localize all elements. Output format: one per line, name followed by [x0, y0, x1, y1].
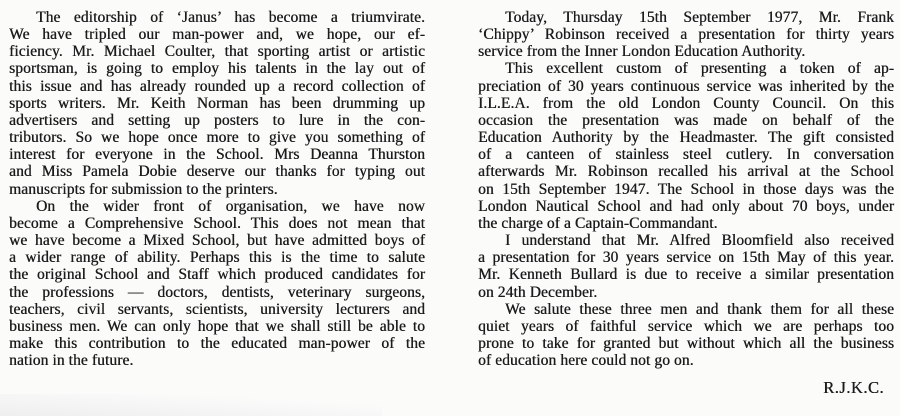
- text-line: London Nautical School and had only about 70 boys, under: [478, 197, 894, 215]
- text-line: make this contribution to the educated man-power of the: [9, 334, 425, 352]
- paragraph: [478, 9, 894, 60]
- text-line: the original School and Staff which produced candidates for: [9, 266, 425, 284]
- paragraph: [478, 60, 894, 232]
- text-line: Today, Thursday 15th September 1977, Mr. Frank: [505, 9, 894, 26]
- paragraph: [9, 9, 425, 198]
- text-line: teachers, civil servants, scientists, university lecturers and: [9, 300, 425, 318]
- text-line: this issue and has already rounded up a record collection of: [9, 77, 425, 95]
- text-line: become a Comprehensive School. This does not mean that: [9, 214, 425, 232]
- text-line: On the wider front of organisation, we have now: [36, 197, 425, 215]
- text-line: nation in the future.: [9, 352, 134, 370]
- text-line: of a canteen of stainless steel cutlery. In conversation: [478, 146, 894, 164]
- text-line: service from the Inner London Education Authority.: [478, 43, 806, 61]
- text-line: and Miss Pamela Dobie deserve our thanks for typing out: [9, 163, 425, 181]
- text-line: prone to take for granted but without which all the business: [478, 334, 894, 352]
- text-line: Mr. Kenneth Bullard is due to receive a similar presentation: [478, 266, 894, 284]
- text-line: sportsman, is going to employ his talents in the lay out of: [9, 60, 425, 78]
- text-line: on 24th December.: [478, 283, 598, 301]
- text-line: Education Authority by the Headmaster. The gift consisted: [478, 129, 894, 147]
- text-line: We salute these three men and thank them for all these: [505, 300, 894, 318]
- text-line: preciation of 30 years continuous service was inherited by the: [478, 77, 894, 95]
- text-line: manuscripts for submission to the printers.: [9, 180, 278, 198]
- text-line: interest for everyone in the School. Mrs Deanna Thurston: [9, 146, 425, 164]
- text-line: a wider range of ability. Perhaps this is the time to salute: [9, 249, 425, 267]
- paragraph: [478, 232, 894, 301]
- column-left: [9, 9, 425, 398]
- author-initials-signature: R.J.K.C.: [823, 378, 884, 398]
- text-line: The editorship of ‘Janus’ has become a triumvirate.: [36, 9, 425, 26]
- text-line: We have tripled our man-power and, we hope, our ef-: [9, 26, 425, 44]
- text-line: sports writers. Mr. Keith Norman has been drumming up: [9, 94, 425, 112]
- text-line: the charge of a Captain-Commandant.: [478, 214, 718, 232]
- text-line: ficiency. Mr. Michael Coulter, that sporting artist or artistic: [9, 43, 425, 61]
- text-line: I.L.E.A. from the old London County Council. On this: [478, 94, 894, 112]
- text-line: on 15th September 1947. The School in those days was the: [478, 180, 894, 198]
- text-line: tributors. So we hope once more to give you something of: [9, 129, 425, 147]
- text-line: quiet years of faithful service which we are perhaps too: [478, 317, 894, 335]
- text-line: advertisers and setting up posters to lure in the con-: [9, 111, 425, 129]
- text-line: occasion the presentation was made on behalf of the: [478, 111, 894, 129]
- text-line: we have become a Mixed School, but have admitted boys of: [9, 232, 425, 250]
- text-line: a presentation for 30 years service on 15th May of this year.: [478, 249, 894, 267]
- text-line: ‘Chippy’ Robinson received a presentation for thirty years: [478, 26, 894, 44]
- text-line: This excellent custom of presenting a token of ap-: [505, 60, 894, 78]
- text-line: afterwards Mr. Robinson recalled his arrival at the School: [478, 163, 894, 181]
- text-line: business men. We can only hope that we shall still be able to: [9, 317, 425, 335]
- text-line: I understand that Mr. Alfred Bloomfield also received: [505, 232, 894, 250]
- paragraph: [478, 301, 894, 370]
- text-line: of education here could not go on.: [478, 352, 694, 370]
- paragraph: [9, 198, 425, 370]
- text-line: the professions — doctors, dentists, veterinary surgeons,: [9, 283, 425, 301]
- column-right: [478, 9, 894, 398]
